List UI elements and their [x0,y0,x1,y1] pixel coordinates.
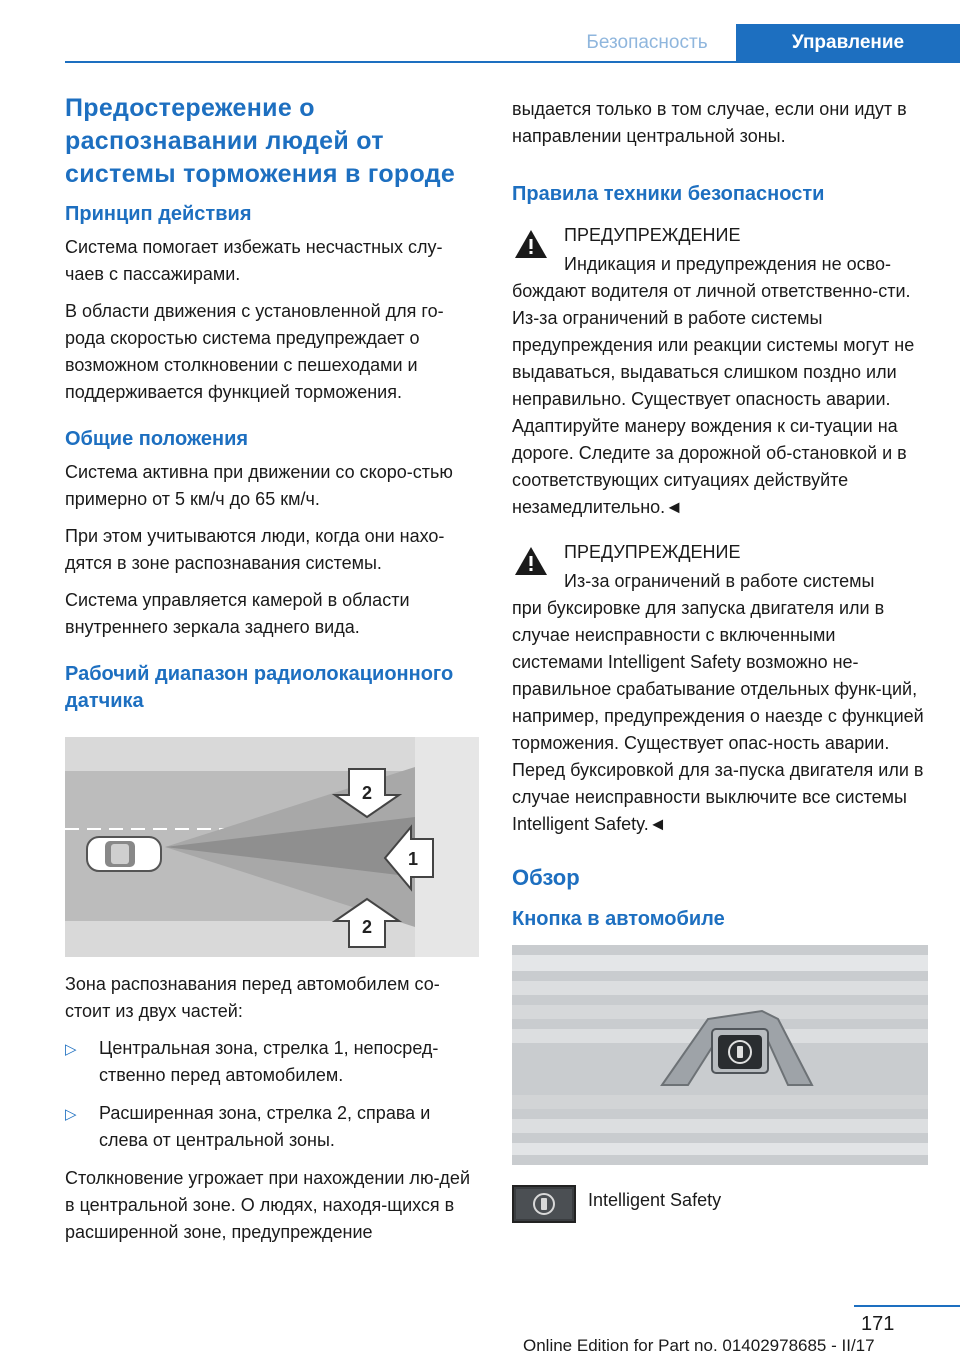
header-rule [65,61,960,63]
warning-body-1: бождают водителя от личной ответственно-сти. Из-за ограничений в работе системы предупреждения или реакции системы могут не выдаваться, выдаваться слишком поздно или неправильно. Существует опасность аварии. Адаптируйте манеру вождения к си-туации на дороге. Следите за дорожной об-становкой и в соответствующих ситуациях действуйте незамедлительно.◄ [512,281,915,517]
zone-intro: Зона распознавания перед автомобилем со-стоит из двух частей: [65,974,440,1021]
page-number: 171 [861,1313,895,1335]
list-item-text: Центральная зона, стрелка 1, непосред-ственно перед автомобилем. [99,1038,439,1085]
warning-title: ПРЕДУПРЕЖДЕНИЕ [564,542,741,562]
grille-button-photo [512,945,928,1165]
general-paragraph-1: Система активна при движении со скоро-стью примерно от 5 км/ч до 65 км/ч. [65,462,453,509]
general-paragraph-3: Система управляется камерой в области внутреннего зеркала заднего вида. [65,590,410,637]
warning-first-line: Из-за ограничений в работе системы [564,571,875,591]
list-item [65,1035,479,1089]
page-title: Предостережение о распознавании людей от системы торможения в городе [65,94,456,188]
safety-heading: Правила техники безопасности [512,183,825,205]
arrow-2-bottom-label: 2 [361,917,373,937]
warning-icon [512,543,550,579]
warning-block-1 [512,220,928,278]
page-number-rule [854,1305,960,1307]
warning-first-line: Индикация и предупреждения не осво- [564,254,891,274]
tab-chapter: Управление [736,24,960,62]
zone-outro: Столкновение угрожает при нахождении лю-дей в центральной зоне. О людях, находя-щихся в расширенной зоне, предупреждение [65,1168,470,1242]
button-label: Intelligent Safety [588,1190,722,1210]
footer-edition: Online Edition for Part no. 01402978685 - II/17 [523,1336,875,1355]
button-heading: Кнопка в автомобиле [512,908,725,930]
warning-body-2: при буксировке для запуска двигателя или в случае неисправности с включенными системами Intelligent Safety возможно не-правильное срабатывание отдельных функ-ций, например, предупреждения о наезде с функцией торможения. Существует опас-ность аварии. Перед буксировкой для за-пуска двигателя или в случае неисправности выключите все системы Intelligent Safety.◄ [512,598,924,834]
warning-title: ПРЕДУПРЕЖДЕНИЕ [564,225,741,245]
radar-range-diagram [65,737,479,957]
triangle-bullet-icon: ▷ [65,1041,77,1058]
list-item-text: Расширенная зона, стрелка 2, справа и слева от центральной зоны. [99,1103,431,1150]
arrow-2-top-label: 2 [361,783,373,803]
left-column [65,92,479,1256]
warning-block-2 [512,537,928,595]
car-icon [87,837,161,871]
range-heading: Рабочий диапазон радиолокационного датчика [65,663,454,712]
right-column [512,96,928,1224]
principle-paragraph-2: В области движения с установленной для го-рода скоростью система предупреждает о возможном столкновении с пешеходами и поддерживается функцией торможения. [65,301,444,402]
intelligent-safety-button-icon [512,1185,576,1223]
arrow-1-label: 1 [407,849,419,869]
principle-heading: Принцип действия [65,203,252,225]
overview-heading: Обзор [512,865,580,890]
warning-icon [512,226,550,262]
triangle-bullet-icon: ▷ [65,1106,77,1123]
button-row [512,1183,928,1224]
general-heading: Общие положения [65,428,249,450]
tab-section: Безопасность [558,24,736,62]
principle-paragraph-1: Система помогает избежать несчастных слу-чаев с пассажирами. [65,237,443,284]
continuation-paragraph: выдается только в том случае, если они идут в направлении центральной зоны. [512,99,907,146]
list-item [65,1100,479,1154]
header-tabs [558,24,960,62]
general-paragraph-2: При этом учитываются люди, когда они нахо-дятся в зоне распознавания системы. [65,526,445,573]
